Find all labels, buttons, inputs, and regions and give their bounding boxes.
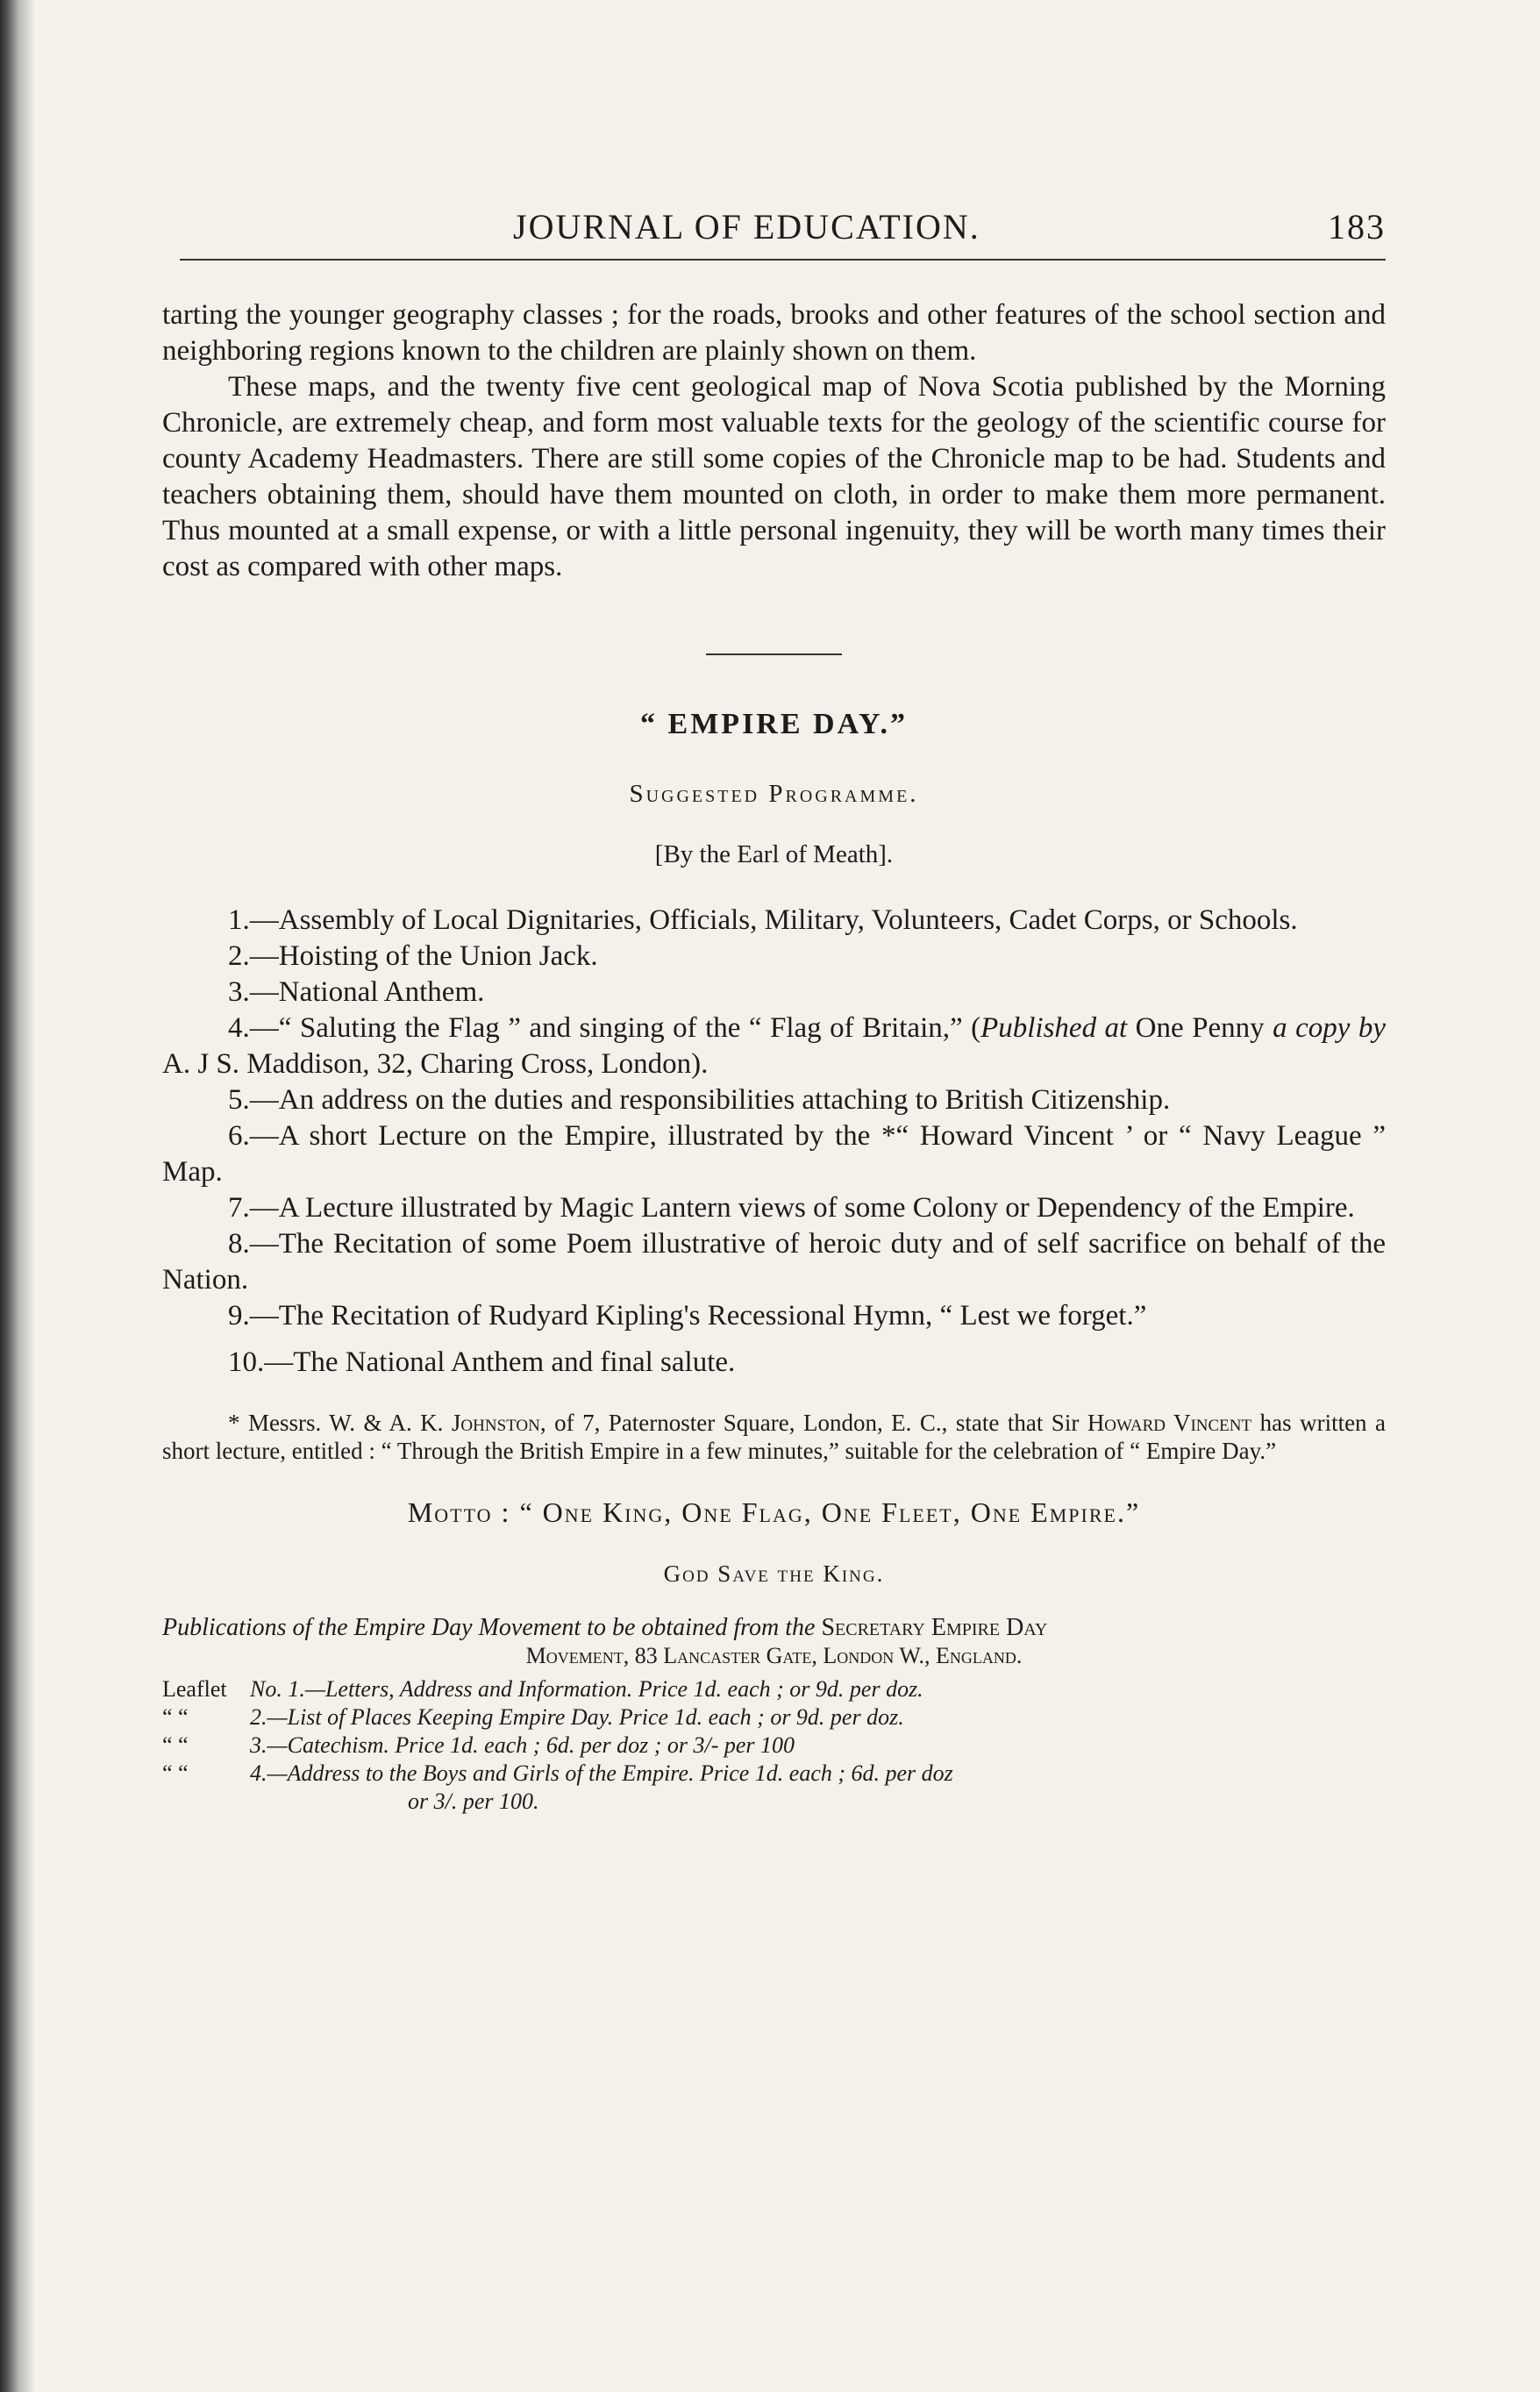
footnote-text: * Messrs. W. & A. K. [228,1410,452,1436]
motto: Motto : “ One King, One Flag, One Fleet, One Empire.” [407,1496,1141,1528]
journal-page [162,189,1386,1816]
programme-item: 7.—A Lecture illustrated by Magic Lantern views of some Colony or Dependency of the Empire. [228,1192,1355,1224]
footnote-text: , of 7, Paternoster Square, London, E. C., state that Sir [539,1410,1087,1436]
publications-lead: Publications of the Empire Day Movement to be obtained from the [162,1614,816,1641]
item4-italic: Published at [980,1012,1128,1044]
section-byline: [By the Earl of Meath]. [654,840,894,868]
running-header [162,189,1386,250]
programme-list [162,903,1386,1381]
programme-item: 3.—National Anthem. [228,976,485,1008]
publications-address: Movement, 83 Lancaster Gate, London W., England. [525,1643,1023,1668]
book-spine-shadow [0,0,35,2392]
programme-item: 8.—The Recitation of some Poem illustrative of heroic duty and of self sacrifice on behalf of the Nation. [162,1228,1386,1296]
leaflet-row [162,1703,1386,1732]
journal-title: JOURNAL OF EDUCATION. [513,207,980,246]
programme-item: 9.—The Recitation of Rudyard Kipling's Recessional Hymn, “ Lest we forget.” [228,1300,1147,1332]
programme-item: 5.—An address on the duties and responsibilities attaching to British Citizenship. [228,1084,1171,1116]
leaflet-text: 4.—Address to the Boys and Girls of the Empire. Price 1d. each ; 6d. per doz [250,1760,953,1786]
item4-text: A. J S. Maddison, 32, Charing Cross, London). [162,1048,709,1080]
leaflet-row [162,1760,1386,1788]
programme-item [162,1010,1386,1082]
publications-note [162,1614,1386,1642]
item4-text: One Penny [1127,1012,1273,1044]
header-rule [180,259,1386,261]
leaflet-mark: Leaflet [162,1676,227,1702]
section-title: “ EMPIRE DAY.” [640,708,908,740]
leaflet-row [162,1732,1386,1760]
leaflet-mark: “ “ [162,1704,189,1730]
intro-paragraph-2: These maps, and the twenty five cent geological map of Nova Scotia published by the Morning Chronicle, are extremely cheap, and form most valuable texts for the geology of the scientific course for county Academy Headmasters. There are still some copies of the Chronicle map to be had. Students and teachers obtaining them, should have them mounted on cloth, in order to make them more permanent. Thus mounted at a small expense, or with a little personal ingenuity, they will be worth many times their cost as compared with other maps. [162,371,1386,582]
god-save-the-king: God Save the King. [663,1560,885,1587]
item4-italic: a copy by [1273,1012,1386,1044]
leaflet-list [162,1675,1386,1816]
leaflet-mark: “ “ [162,1760,189,1786]
footnote-name: Howard Vincent [1087,1410,1252,1436]
intro-paragraph-1: tarting the younger geography classes ; for the roads, brooks and other features of the school section and neighboring regions known to the children are plainly shown on them. [162,299,1386,367]
publications-secretary: Secretary Empire Day [815,1614,1048,1641]
leaflet-mark: “ “ [162,1732,189,1758]
section-divider [706,653,842,655]
leaflet-continuation: or 3/. per 100. [408,1789,539,1814]
footnote-text: has written a short lecture, entitled : “ Through the British Empire in a few minutes,” suitable for the celebration of “ Empire Day.” [162,1410,1387,1464]
page-number: 183 [1328,207,1386,246]
footnote-name: Johnston [451,1410,540,1436]
leaflet-row [162,1675,1386,1703]
section-subtitle: Suggested Programme. [629,780,919,808]
leaflet-text: No. 1.—Letters, Address and Information. Price 1d. each ; or 9d. per doz. [250,1676,923,1702]
programme-item: 6.—A short Lecture on the Empire, illustrated by the *“ Howard Vincent ’ or “ Navy League ” Map. [162,1120,1386,1188]
footnote [162,1409,1386,1465]
leaflet-text: 2.—List of Places Keeping Empire Day. Price 1d. each ; or 9d. per doz. [250,1704,904,1730]
leaflet-text: 3.—Catechism. Price 1d. each ; 6d. per doz ; or 3/- per 100 [250,1732,795,1758]
programme-item: 2.—Hoisting of the Union Jack. [228,940,598,972]
programme-item: 1.—Assembly of Local Dignitaries, Officials, Military, Volunteers, Cadet Corps, or Schools. [228,904,1298,936]
item4-text: 4.—“ Saluting the Flag ” and singing of the “ Flag of Britain,” ( [228,1012,981,1044]
programme-item: 10.—The National Anthem and final salute. [228,1346,736,1378]
